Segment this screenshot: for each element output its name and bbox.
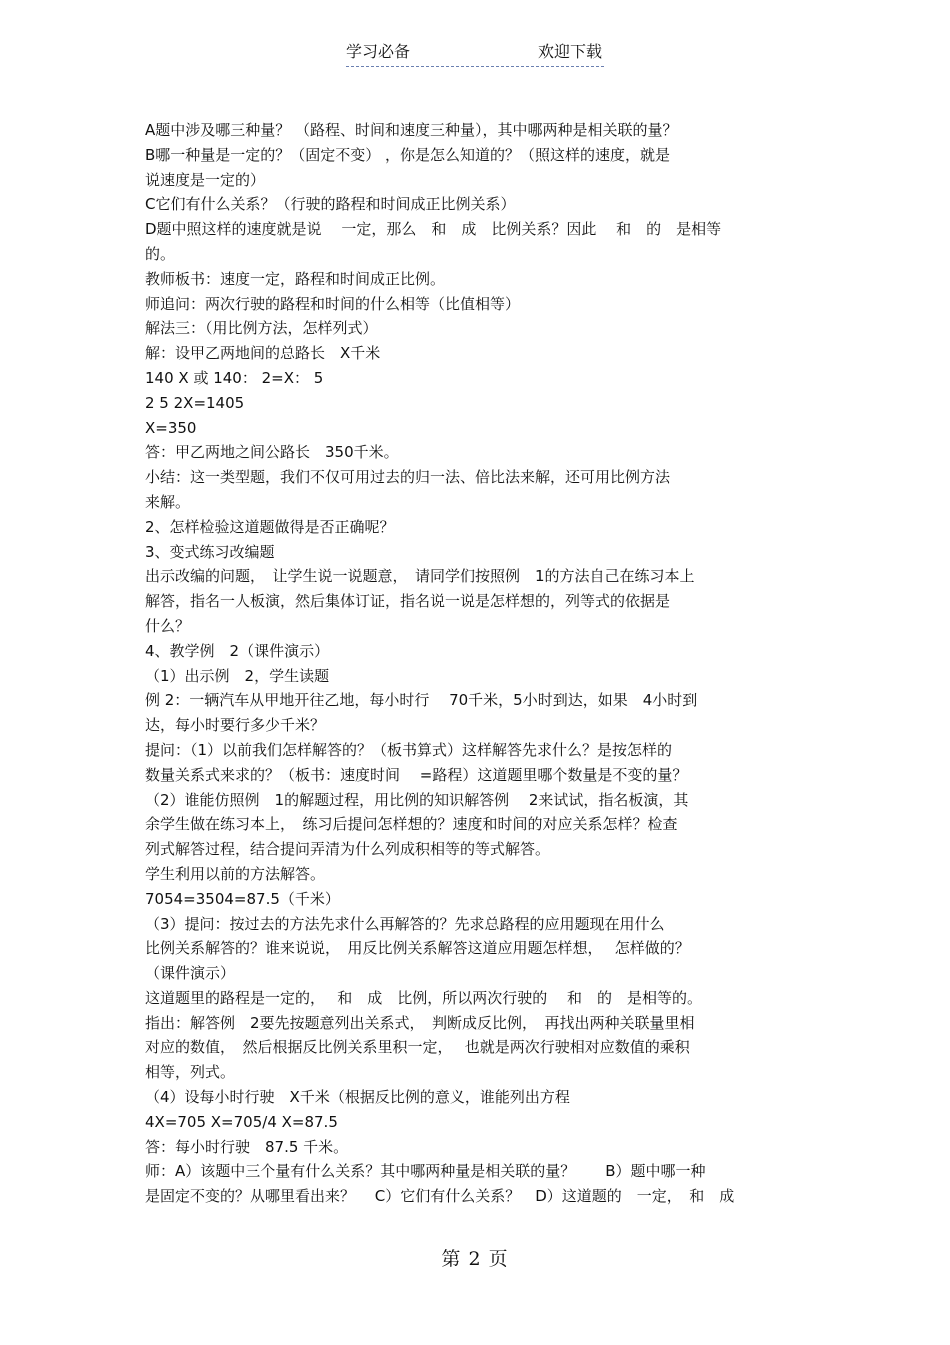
text-line: 的。 xyxy=(145,244,176,263)
text-line: 解法三：（用比例方法，怎样列式） xyxy=(145,319,378,338)
text-line: 4、教学例 2（课件演示） xyxy=(145,641,330,660)
text-line: 7054=3504=87.5（千米） xyxy=(145,889,340,908)
text-line: A题中涉及哪三种量？ （路程、时间和速度三种量），其中哪两种是相关联的量？ xyxy=(145,121,678,139)
text-line: 是固定不变的？从哪里看出来？ C）它们有什么关系？ D）这道题的 一定， 和 成 xyxy=(145,1187,735,1206)
text-line: 小结：这一类型题，我们不仅可用过去的归一法、倍比法来解，还可用比例方法 xyxy=(145,468,671,487)
text-line: 列式解答过程，结合提问弄清为什么列成积相等的等式解答。 xyxy=(145,840,551,859)
text-line: D题中照这样的速度就是说 一定，那么 和 成 比例关系？因此 和 的 是相等 xyxy=(145,220,722,239)
text-line: 说速度是一定的） xyxy=(145,170,266,189)
text-line: B哪一种量是一定的？（固定不变） ，你是怎么知道的？（照这样的速度，就是 xyxy=(145,145,671,164)
text-line: 教师板书：速度一定，路程和时间成正比例。 xyxy=(145,269,446,288)
text-line: 解：设甲乙两地间的总路长 X千米 xyxy=(145,344,381,363)
text-line: 例 2：一辆汽车从甲地开往乙地，每小时行 70千米，5小时到达，如果 4小时到 xyxy=(145,691,698,710)
text-line: 指出：解答例 2要先按题意列出关系式， 判断成反比例， 再找出两种关联量里相 xyxy=(145,1013,695,1032)
page-number: 第 2 页 xyxy=(441,1248,509,1270)
text-line: （1）出示例 2，学生读题 xyxy=(145,666,330,685)
document-body xyxy=(145,118,810,1209)
text-line: 相等，列式。 xyxy=(145,1063,236,1082)
page-header xyxy=(346,42,604,67)
text-line: 答：甲乙两地之间公路长 350千米。 xyxy=(145,443,399,462)
text-line: C它们有什么关系？（行驶的路程和时间成正比例关系） xyxy=(145,195,516,214)
header-right-text: 欢迎下载 xyxy=(537,42,602,61)
text-line: （3）提问：按过去的方法先求什么再解答的？先求总路程的应用题现在用什么 xyxy=(145,914,665,933)
text-line: 解答，指名一人板演，然后集体订证，指名说一说是怎样想的，列等式的依据是 xyxy=(145,592,671,611)
text-line: 2 5 2X=1405 xyxy=(145,393,245,412)
text-line: 140 X 或 140： 2=X： 5 xyxy=(145,368,324,387)
text-line: 出示改编的问题， 让学生说一说题意， 请同学们按照例 1的方法自己在练习本上 xyxy=(145,567,695,586)
text-line: 师追问：两次行驶的路程和时间的什么相等（比值相等） xyxy=(145,294,521,313)
text-line: 什么？ xyxy=(145,616,191,635)
text-line: 数量关系式来求的？（板书：速度时间 =路程）这道题里哪个数量是不变的量？ xyxy=(145,765,688,784)
text-line: X=350 xyxy=(145,418,197,437)
text-line: 这道题里的路程是一定的， 和 成 比例，所以两次行驶的 和 的 是相等的。 xyxy=(145,988,703,1007)
text-line: 2、怎样检验这道题做得是否正确呢？ xyxy=(145,517,395,536)
text-line: 比例关系解答的？谁来说说， 用反比例关系解答这道应用题怎样想， 怎样做的？ xyxy=(145,939,690,958)
text-line: （4）设每小时行驶 X千米（根据反比例的意义，谁能列出方程 xyxy=(145,1088,570,1107)
header-left-text: 学习必备 xyxy=(346,42,411,61)
text-line: 对应的数值， 然后根据反比例关系里积一定， 也就是两次行驶相对应数值的乘积 xyxy=(145,1038,690,1057)
text-line: 4X=705 X=705/4 X=87.5 xyxy=(145,1112,338,1131)
text-line: 提问：（1）以前我们怎样解答的？（板书算式）这样解答先求什么？是按怎样的 xyxy=(145,740,673,759)
text-line: 来解。 xyxy=(145,492,191,511)
text-line: 余学生做在练习本上， 练习后提问怎样想的？速度和时间的对应关系怎样？检查 xyxy=(145,815,678,834)
text-line: （2）谁能仿照例 1的解题过程，用比例的知识解答例 2来试试，指名板演，其 xyxy=(145,790,689,809)
text-line: 3、变式练习改编题 xyxy=(145,542,275,561)
text-line: （课件演示） xyxy=(145,964,236,983)
text-line: 达，每小时要行多少千米？ xyxy=(145,716,326,735)
text-line: 学生利用以前的方法解答。 xyxy=(145,864,326,883)
text-line: 师：A）该题中三个量有什么关系？其中哪两种量是相关联的量？ B）题中哪一种 xyxy=(145,1162,706,1181)
text-line: 答：每小时行驶 87.5 千米。 xyxy=(145,1137,349,1156)
